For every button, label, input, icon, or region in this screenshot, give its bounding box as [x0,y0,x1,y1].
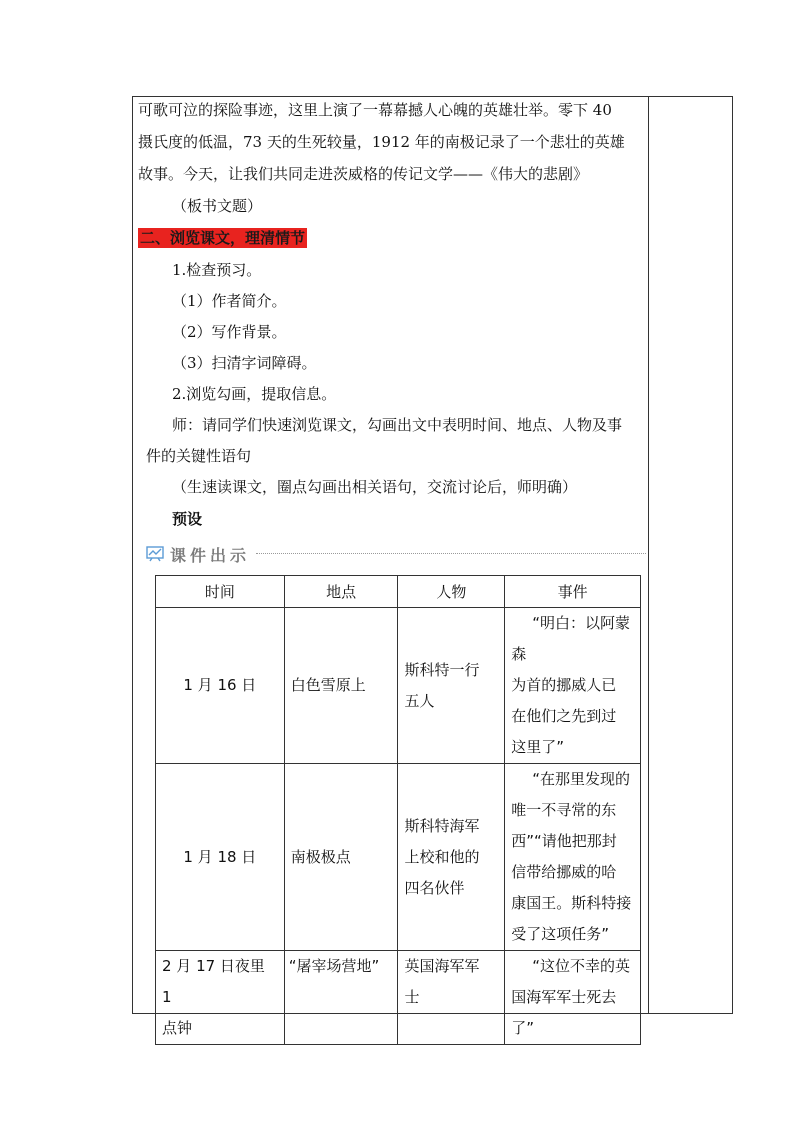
header-time: 时间 [156,576,285,608]
courseware-banner [146,543,250,565]
section-heading [138,228,307,248]
table-row [156,951,641,1045]
cell-event: “在那里发现的 唯一不寻常的东 西”“请他把那封 信带给挪威的哈 康国王。斯科特接 受了这项任务” [505,764,641,951]
step-1-b: （2）写作背景。 [172,323,287,341]
header-people: 人物 [398,576,505,608]
board-note: （板书文题） [172,197,263,215]
cell-event: “明白：以阿蒙森 为首的挪威人已 在他们之先到过 这里了” [505,608,641,764]
teacher-line-2: 件的关键性语句 [146,447,252,465]
step-1: 1.检查预习。 [172,261,262,279]
intro-line-2: 摄氏度的低温，73 天的生死较量，1912 年的南极记录了一个悲壮的英雄 [138,133,625,151]
cell-place: “屠宰场营地” [284,951,398,1045]
intro-line-3: 故事。今天，让我们共同走进茨威格的传记文学——《伟大的悲剧》 [138,165,589,183]
section-heading-text: 二、浏览课文，理清情节 [140,229,306,247]
column-divider [648,96,649,1014]
cell-event: “这位不幸的英 国海军军士死去 了” [505,951,641,1045]
cell-people: 斯科特一行 五人 [398,608,505,764]
header-place: 地点 [284,576,398,608]
cell-time: 2 月 17 日夜里 1 点钟 [156,951,285,1045]
cell-people: 斯科特海军 上校和他的 四名伙伴 [398,764,505,951]
header-event: 事件 [505,576,641,608]
teacher-line-1: 师：请同学们快速浏览课文，勾画出文中表明时间、地点、人物及事 [172,416,623,434]
cell-time: 1 月 16 日 [156,608,285,764]
step-2: 2.浏览勾画，提取信息。 [172,385,337,403]
step-1-a: （1）作者简介。 [172,292,287,310]
cell-time: 1 月 18 日 [156,764,285,951]
cell-people: 英国海军军 士 [398,951,505,1045]
table-row [156,608,641,764]
student-note: （生速读课文，圈点勾画出相关语句，交流讨论后，师明确） [172,478,578,496]
event-table [155,575,641,1045]
cell-place: 白色雪原上 [284,608,398,764]
table-row [156,764,641,951]
cell-place: 南极极点 [284,764,398,951]
preset-label: 预设 [172,510,203,528]
table-header-row [156,576,641,608]
intro-line-1: 可歌可泣的探险事迹，这里上演了一幕幕撼人心魄的英雄壮举。零下 40 [138,101,612,119]
courseware-icon [146,546,164,562]
dotted-rule [256,553,646,554]
courseware-label: 课件出示 [170,545,251,565]
step-1-c: （3）扫清字词障碍。 [172,354,317,372]
